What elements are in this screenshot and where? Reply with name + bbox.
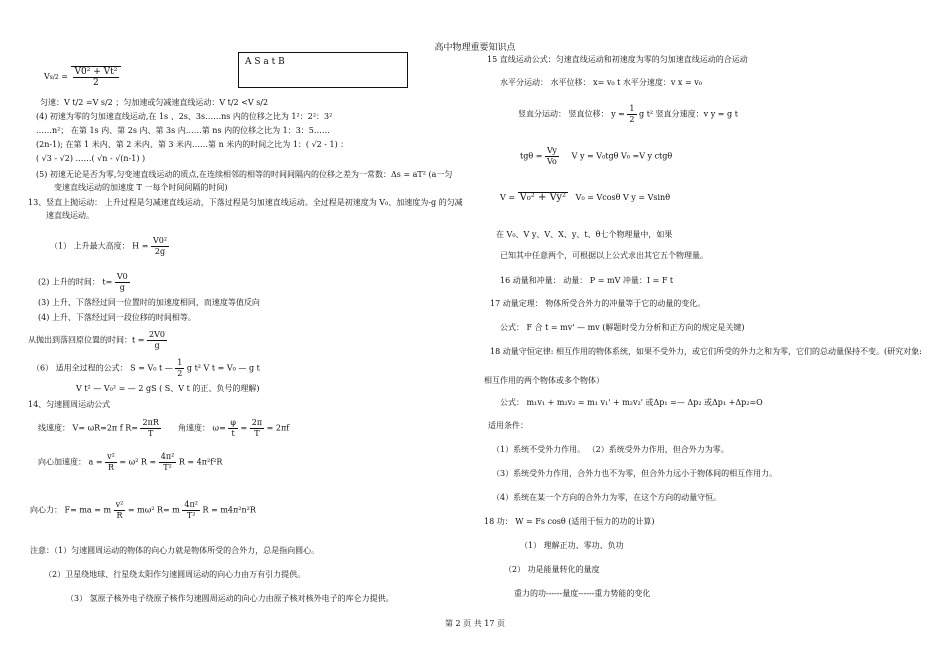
linear-velocity-label: 线速度： V= ωR=2π f R= bbox=[38, 423, 138, 433]
diagram-box bbox=[238, 52, 408, 88]
rise-time-num: V0 bbox=[116, 272, 128, 281]
force-num-1: v² bbox=[115, 500, 124, 509]
return-time-formula bbox=[28, 330, 167, 351]
angular-den-2: T bbox=[254, 429, 260, 438]
vs2-label: V bbox=[44, 72, 50, 81]
tangent-b: V y = V₀tgθ V₀ =V y ctgθ bbox=[571, 151, 673, 161]
general-formula bbox=[32, 358, 260, 379]
acc-den-1: R bbox=[107, 463, 114, 472]
max-height-label: （1） 上升最大高度： H = bbox=[50, 241, 149, 251]
half-den: 2 bbox=[177, 369, 183, 378]
force-mid: = mω² R= m bbox=[127, 505, 180, 515]
return-time-label: 从抛出到落回原位置的时间：t = bbox=[28, 335, 145, 345]
para-4-line3: (2n-1); 在第 1 米内、第 2 米内、第 3 米内……第 n 米内的时间之比为 1：( √2 - 1) ： bbox=[36, 140, 349, 149]
resultant-velocity bbox=[500, 192, 670, 203]
force-den-1: R bbox=[116, 511, 123, 520]
angular-equals: = bbox=[240, 423, 248, 433]
resultant-a: V = bbox=[500, 193, 516, 202]
acc-label: 向心加速度： a = bbox=[38, 457, 103, 467]
para-18-line2: 相互作用的两个物体或多个物体） bbox=[484, 376, 604, 385]
return-time-num: 2V0 bbox=[149, 330, 165, 339]
force-den-2: T² bbox=[186, 511, 196, 520]
half-frac bbox=[175, 358, 184, 379]
angular-velocity-label: 角速度： ω= bbox=[178, 423, 226, 433]
point-3: (3) 上升、下落经过同一位置时的加速度相同，而速度等值反向 bbox=[38, 298, 260, 307]
angular-tail: = 2πf bbox=[266, 423, 290, 433]
para-5-line2: 变速直线运动的加速度 T 一每个时间间隔的时间) bbox=[54, 183, 228, 192]
known-line2: 已知其中任意两个，可根据以上公式求出其它五个物理量。 bbox=[500, 251, 708, 260]
known-line1: 在 V₀、V y、V、X、y、t、θ七个物理量中，如果 bbox=[496, 230, 673, 239]
page-title: 高中物理重要知识点 bbox=[434, 43, 516, 53]
work-point-1: （1） 理解正功、零功、负功 bbox=[520, 541, 624, 550]
max-height-num: V0² bbox=[152, 236, 168, 245]
centripetal-acceleration bbox=[38, 452, 222, 473]
para-5-line1: (5) 初速无论是否为零,匀变速直线运动的质点,在连续相邻的相等的时间间隔内的位移之差为一常数：Δs = aT² (a一匀 bbox=[36, 170, 453, 179]
centripetal-force bbox=[30, 500, 256, 521]
horizontal-motion: 水平分运动： 水平位移： x= v₀ t 水平分速度：v x = v₀ bbox=[500, 78, 702, 87]
vertical-a: 竖直分运动： 竖直位移： y = bbox=[518, 109, 625, 119]
angular-num-2: 2π bbox=[251, 418, 263, 427]
acc-frac-2 bbox=[159, 452, 177, 473]
tangent-den: Vo bbox=[547, 157, 557, 166]
rise-time-den: g bbox=[119, 283, 125, 292]
para-4-line2: ……n²； 在第 1s 内、第 2s 内、第 3s 内……第 ns 内的位移之比为 1：3：5…… bbox=[36, 126, 330, 135]
force-num-2: 4π² bbox=[184, 500, 198, 509]
force-frac-1 bbox=[114, 500, 126, 521]
tangent-frac bbox=[545, 146, 559, 167]
acc-den-2: T² bbox=[163, 463, 172, 472]
note-1: 注意：（1）匀速圆周运动的物体的向心力就是物体所受的合外力，总是指向圆心。 bbox=[30, 546, 320, 555]
velocity-displacement: V t² — V₀² = — 2 gS ( S、V t 的正、负号的理解) bbox=[76, 384, 260, 393]
para-13-line2: 速直线运动。 bbox=[46, 211, 94, 220]
half-num: 1 bbox=[177, 358, 183, 367]
general-formula-a: （6） 适用全过程的公式： S = V₀ t — bbox=[32, 363, 176, 373]
acc-frac-1 bbox=[105, 452, 117, 473]
vs2-sqrt bbox=[71, 66, 122, 88]
conditions-label: 适用条件： bbox=[488, 421, 528, 430]
max-height-frac bbox=[151, 236, 169, 257]
angular-velocity bbox=[178, 418, 289, 439]
para-18-formula: 公式： m₁v₁ + m₂v₂ = m₁ v₁' + m₂v₂' 或Δp₁ =— Δp₂ 或Δp₁ +Δp₂=O bbox=[500, 398, 763, 407]
angular-num-1: φ bbox=[230, 418, 236, 427]
para-4-line4: ( √3 - √2) ……( √n - √(n-1) ) bbox=[36, 154, 146, 163]
para-4-line1: (4) 初速为零的匀加速直线运动,在 1s 、2s、3s……ns 内的位移之比为 1²：2²：3² bbox=[36, 112, 333, 121]
angular-den-1: t bbox=[231, 429, 235, 438]
note-3: （3） 氢原子核外电子绕原子核作匀速圆周运动的向心力由原子核对核外电子的库仑力提供。 bbox=[66, 594, 394, 603]
max-height-den: 2g bbox=[154, 247, 166, 256]
vertical-b: g t² 竖直分速度：v y = g t bbox=[639, 109, 738, 119]
para-15: 15 直线运动公式：匀速直线运动和初速度为零的匀加速直线运动的合运动 bbox=[487, 55, 748, 64]
condition-3: （3）系统受外力作用，合外力也不为零，但合外力远小于物体间的相互作用力。 bbox=[492, 469, 778, 478]
rise-time-frac bbox=[115, 272, 130, 293]
vs2-sub: s/2 bbox=[49, 74, 59, 81]
vs2-numerator: V0² + Vt² bbox=[74, 67, 118, 77]
linear-velocity-den: T bbox=[148, 429, 154, 438]
angular-frac-2 bbox=[250, 418, 264, 439]
return-time-den: g bbox=[154, 341, 160, 350]
tangent-formula bbox=[520, 146, 672, 167]
linear-velocity-num: 2πR bbox=[142, 418, 159, 427]
tangent-a: tgθ = bbox=[520, 151, 543, 161]
work-point-2: （2） 功是能量转化的量度 bbox=[504, 565, 600, 574]
resultant-b: V₀ = Vcosθ V y = Vsinθ bbox=[575, 193, 671, 202]
force-label: 向心力： F= ma = m bbox=[30, 505, 112, 515]
work-point-3: 重力的功------量度------重力势能的变化 bbox=[514, 589, 651, 598]
rise-time-label: (2) 上升的时间： t= bbox=[38, 277, 113, 287]
vs2-denominator: 2 bbox=[93, 78, 99, 88]
vertical-den: 2 bbox=[629, 115, 635, 124]
vs2-formula: Vs/2 = $\frac{\text{V0² + Vt²}}{2}$ bbox=[44, 66, 121, 88]
general-formula-b: g t² V t = V₀ — g t bbox=[186, 363, 260, 373]
vertical-frac bbox=[627, 104, 636, 125]
para-17-formula: 公式： F 合 t = mv' — mv (解题时受力分析和正方向的规定是关键) bbox=[500, 323, 745, 332]
point-4: (4) 上升、下落经过同一段位移的时间相等。 bbox=[38, 313, 196, 322]
acc-num-2: 4π² bbox=[160, 452, 175, 461]
note-2: （2）卫星绕地球、行星绕太阳作匀速圆周运动的向心力由万有引力提供。 bbox=[44, 570, 306, 579]
tangent-num: Vy bbox=[546, 146, 557, 155]
rise-time-formula bbox=[38, 272, 130, 293]
vertical-motion bbox=[518, 104, 738, 125]
para-16: 16 动量和冲量： 动量： P = mV 冲量：I = F t bbox=[500, 276, 674, 285]
force-frac-2 bbox=[182, 500, 200, 521]
page-footer: 第 2 页 共 17 页 bbox=[445, 619, 505, 628]
para-13-line1: 13、竖直上抛运动： 上升过程是匀减速直线运动，下落过程是匀加速直线运动。全过程是初速度为 V₀、加速度为-g 的匀减 bbox=[28, 198, 463, 207]
resultant-sqrt: V₀² + Vy² bbox=[519, 192, 567, 203]
max-height-formula bbox=[50, 236, 169, 257]
para-18-line1: 18 动量守恒定律: 相互作用的物体系统，如果不受外力，或它们所受的外力之和为零，它们的总动量保持不变。(研究对象: bbox=[490, 347, 922, 356]
linear-velocity bbox=[38, 418, 161, 439]
acc-mid: = ω² R = bbox=[119, 457, 157, 467]
vertical-num: 1 bbox=[629, 104, 635, 113]
uniform-compare: 匀速：V t/2 =V s/2 ；匀加速或匀减速直线运动：V t/2 <V s/2 bbox=[40, 98, 269, 107]
acc-num-1: v² bbox=[107, 452, 115, 461]
force-tail: R = m4π²n²R bbox=[202, 505, 256, 515]
condition-1-2: （1）系统不受外力作用。 （2）系统受外力作用，但合外力为零。 bbox=[492, 445, 729, 454]
para-work: 18 功： W = Fs cosθ (适用于恒力的功的计算) bbox=[484, 517, 655, 526]
acc-tail: R = 4π²f²R bbox=[178, 457, 223, 467]
condition-4: （4）系统在某一个方向的合外力为零，在这个方向的动量守恒。 bbox=[492, 493, 722, 502]
linear-velocity-frac bbox=[140, 418, 160, 439]
para-17: 17 动量定理： 物体所受合外力的冲量等于它的动量的变化。 bbox=[490, 299, 706, 308]
return-time-frac bbox=[147, 330, 167, 351]
diagram-label: A S a t B bbox=[245, 57, 285, 67]
angular-frac-1 bbox=[228, 418, 238, 439]
para-14: 14、匀速圆周运动公式 bbox=[28, 400, 111, 409]
